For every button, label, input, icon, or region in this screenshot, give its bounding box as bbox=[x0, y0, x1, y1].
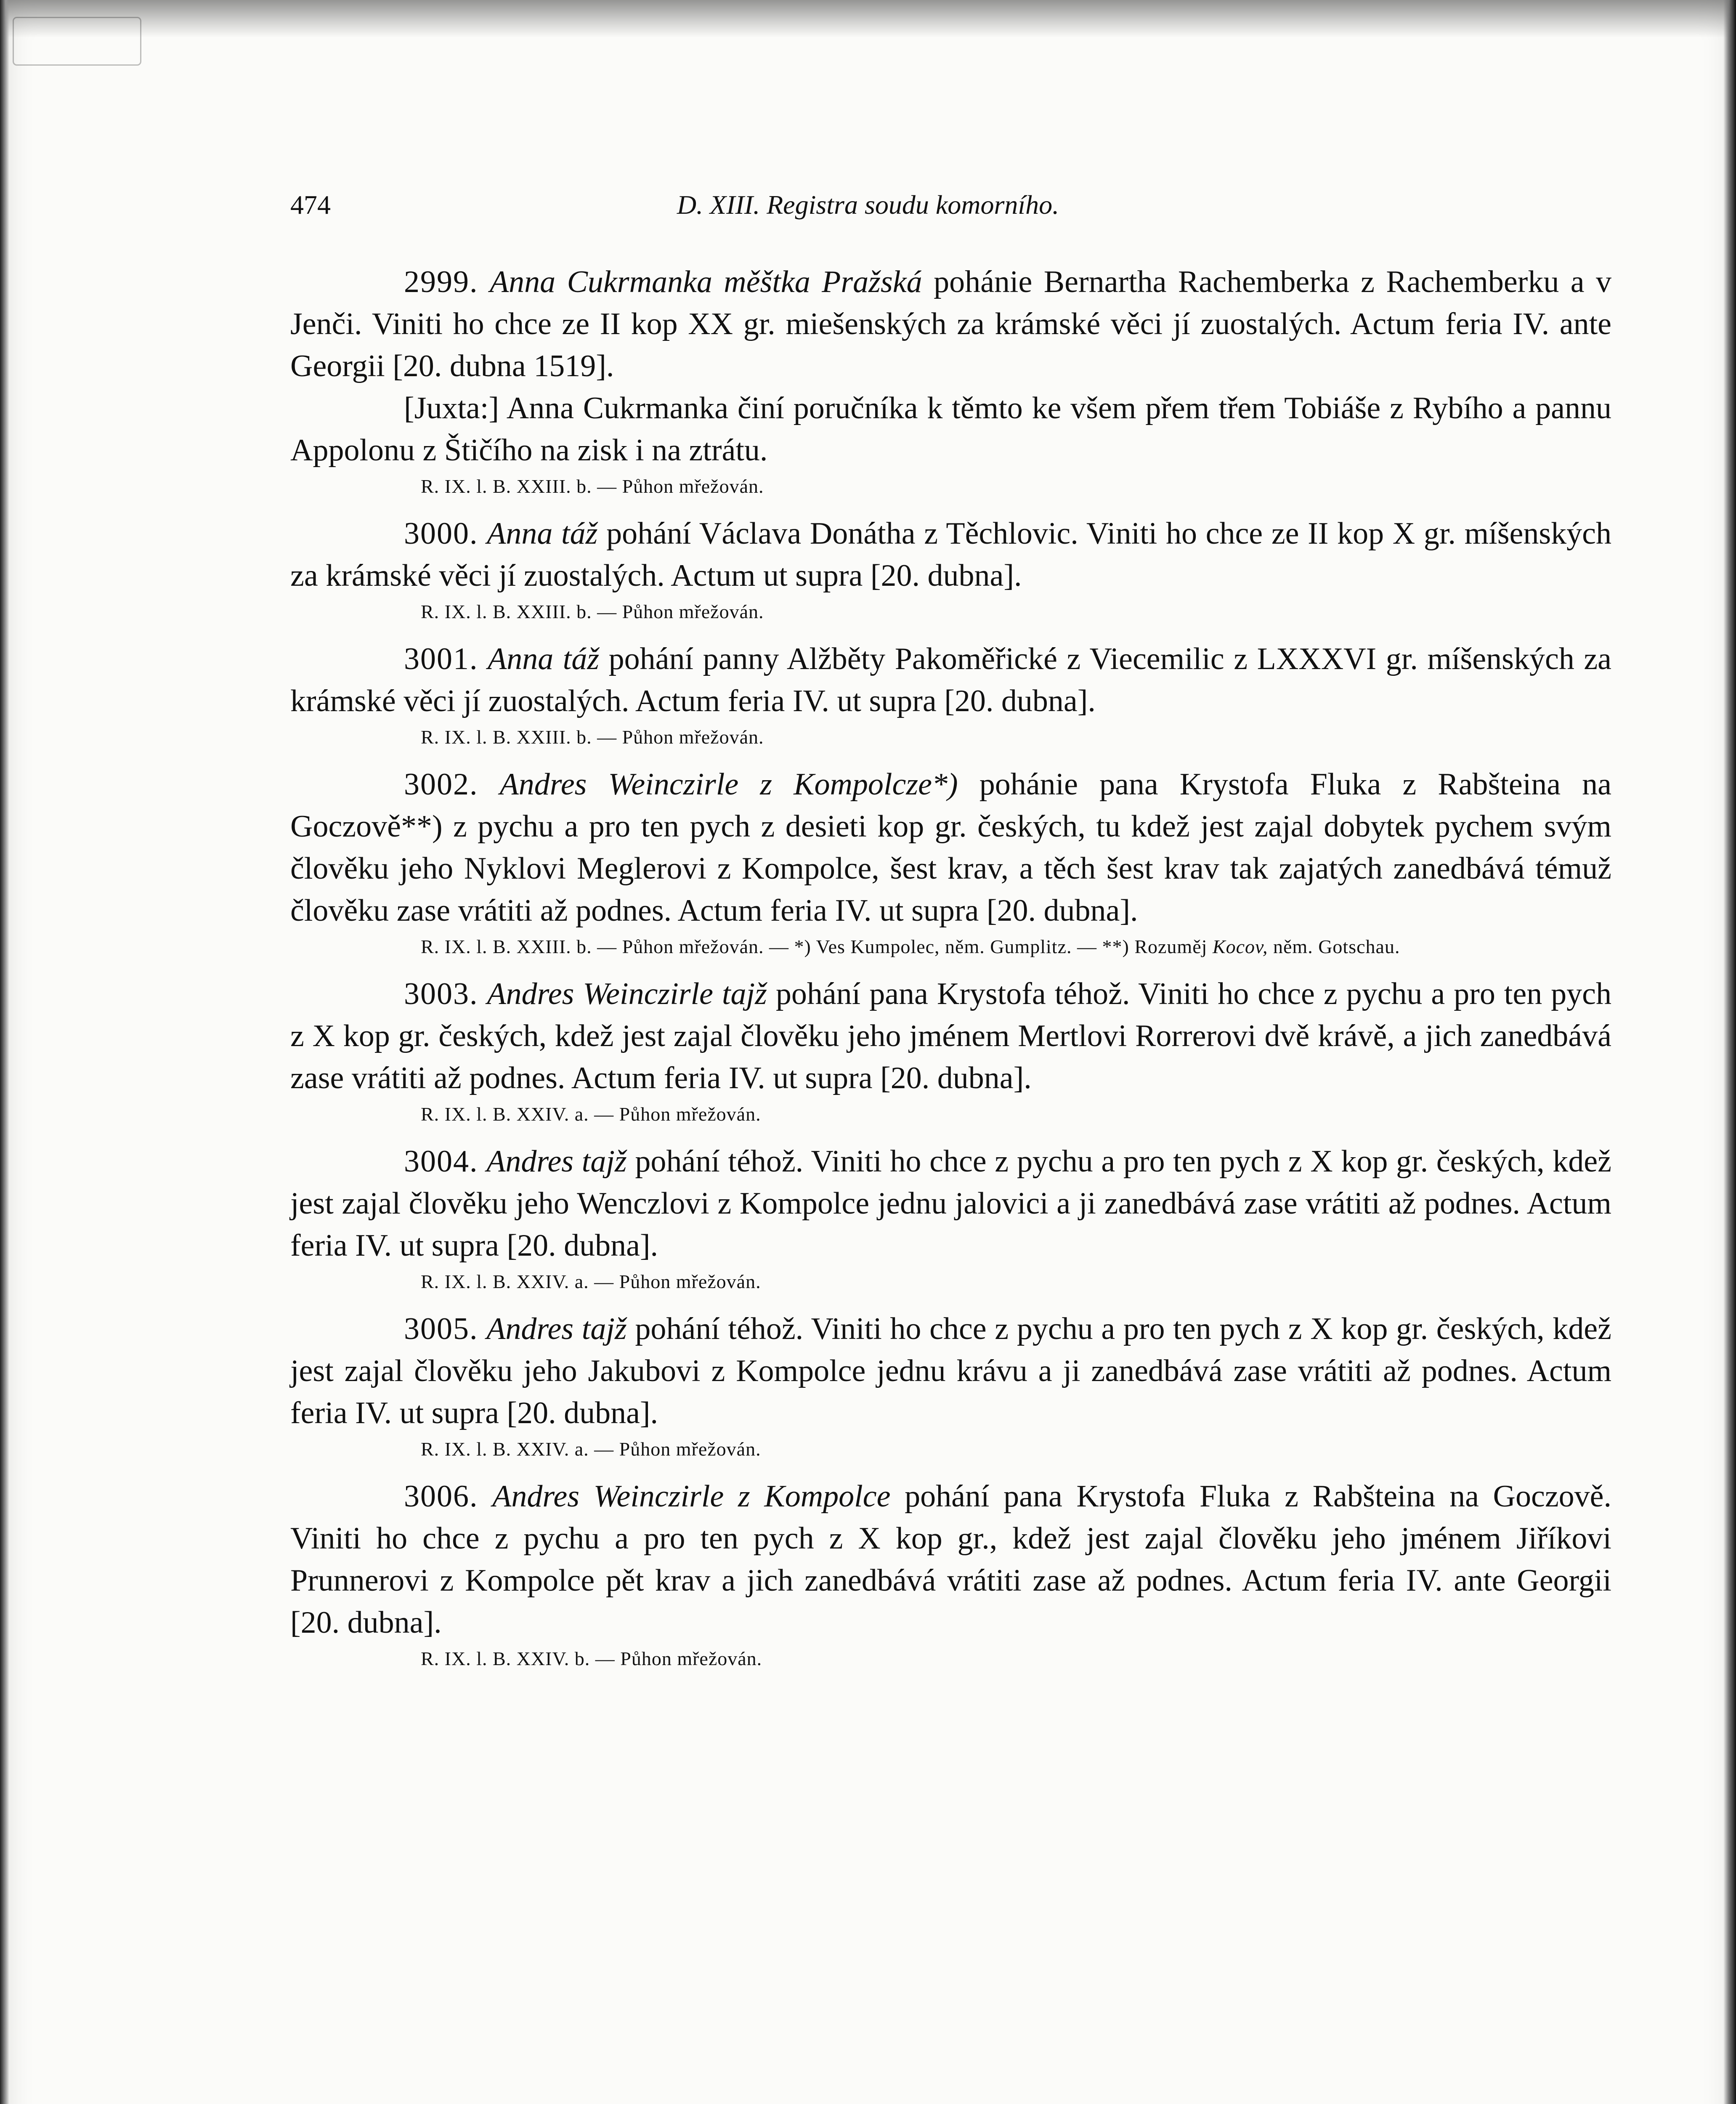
entry-reference: R. IX. l. B. XXIV. a. — Půhon mřežován. bbox=[421, 1103, 761, 1125]
entry-text bbox=[290, 513, 1611, 597]
entry-reference: R. IX. l. B. XXIV. a. — Půhon mřežován. bbox=[421, 1271, 761, 1292]
entry-number: 3000. bbox=[404, 516, 478, 551]
entry-body: pohání téhož. Viniti ho chce z pychu a pro ten pych z X kop gr. českých, kdež jest zajal člověku jeho Jakubovi z Kompolce jednu krávu a ji zanedbává zase vrátiti až podnes. Actum feria IV. ut supra [20. dubna]. bbox=[290, 1312, 1612, 1430]
entry-3004 bbox=[290, 1140, 1611, 1297]
entry-reference: R. IX. l. B. XXIV. a. — Půhon mřežován. bbox=[421, 1438, 761, 1460]
entry-3002 bbox=[290, 763, 1611, 962]
page-header bbox=[0, 189, 1736, 240]
entry-text bbox=[290, 1475, 1611, 1644]
entry-text bbox=[290, 763, 1611, 932]
entry-number: 3004. bbox=[404, 1144, 478, 1179]
entry-number: 3006. bbox=[404, 1479, 478, 1514]
entry-text bbox=[290, 1308, 1611, 1434]
entry-reference: R. IX. l. B. XXIV. b. — Půhon mřežován. bbox=[421, 1648, 762, 1669]
entry-name: Andres tajž bbox=[486, 1144, 627, 1179]
reference-part: R. IX. l. B. XXIII. b. — Půhon mřežován. — *) Ves Kumpolec, něm. Gumplitz. — **) Rozuměj bbox=[421, 936, 1213, 957]
entry-name: Andres Weinczirle z Kompolcze*) bbox=[499, 767, 958, 802]
entry-name: Andres Weinczirle z Kompolce bbox=[492, 1479, 891, 1514]
entry-juxta: [Juxta:] Anna Cukrmanka činí poručníka k těmto ke všem přem třem Tobiáše z Rybího a pannu Appolonu z Štičího na zisk i na ztrátu. bbox=[290, 391, 1611, 468]
entry-text bbox=[290, 261, 1611, 387]
entry-body: pohání pana Krystofa téhož. Viniti ho chce z pychu a pro ten pych z X kop gr. českých, kdež jest zajal člověku jeho jménem Mertlovi Rorrerovi dvě krávě, a jich zanedbává zase vrátiti až podnes. Actum feria IV. ut supra [20. dubna]. bbox=[290, 977, 1611, 1095]
entry-text bbox=[290, 638, 1611, 722]
entry-reference: R. IX. l. B. XXIII. b. — Půhon mřežován. bbox=[421, 601, 764, 622]
page-number: 474 bbox=[290, 190, 331, 220]
entry-reference-with-footnotes bbox=[290, 932, 1611, 962]
entry-number: 3005. bbox=[404, 1312, 478, 1346]
page-left-edge bbox=[0, 0, 9, 2104]
entry-reference: R. IX. l. B. XXIII. b. — Půhon mřežován. bbox=[421, 476, 764, 497]
entry-3000 bbox=[290, 513, 1611, 627]
entry-reference: R. IX. l. B. XXIII. b. — Půhon mřežován. bbox=[421, 726, 764, 748]
entry-body: pohánie Bernartha Rachemberka z Rachemberku a v Jenči. Viniti ho chce ze II kop XX gr. miešenských za krámské věci jí zuostalých. Actum feria IV. ante Georgii [20. dubna 1519]. bbox=[290, 265, 1612, 383]
page-right-edge bbox=[1723, 0, 1736, 2104]
entry-name: Andres Weinczirle tajž bbox=[487, 977, 767, 1011]
entry-body: pohání pana Krystofa Fluka z Rabšteina na Goczově. Viniti ho chce z pychu a pro ten pych z X kop gr., kdež jest zajal člověku jeho jménem Jiříkovi Prunnerovi z Kompolce pět krav a jich zanedbává vrátiti zase až podnes. Actum feria IV. ante Georgii [20. dubna]. bbox=[290, 1479, 1612, 1640]
entry-name: Anna táž bbox=[487, 516, 598, 551]
page-top-shadow bbox=[0, 0, 1736, 38]
page-body bbox=[290, 261, 1611, 1685]
entry-number: 3003. bbox=[404, 977, 478, 1011]
reference-italic: Kocov, bbox=[1212, 936, 1268, 957]
entry-3003 bbox=[290, 973, 1611, 1129]
entry-2999 bbox=[290, 261, 1611, 502]
entry-name: Anna táž bbox=[488, 642, 600, 676]
entry-name: Anna Cukrmanka měštka Pražská bbox=[489, 265, 922, 299]
entry-3001 bbox=[290, 638, 1611, 752]
entry-text bbox=[290, 973, 1611, 1099]
entry-number: 3002. bbox=[404, 767, 478, 802]
entry-name: Andres tajž bbox=[486, 1312, 627, 1346]
entry-body: pohání panny Alžběty Pakoměřické z Viecemilic z LXXXVI gr. míšenských za krámské věci jí zuostalých. Actum feria IV. ut supra [20. dubna]. bbox=[290, 642, 1612, 718]
entry-number: 3001. bbox=[404, 642, 478, 676]
corner-scan-mark bbox=[13, 17, 141, 66]
entry-number: 2999. bbox=[404, 265, 478, 299]
running-head: D. XIII. Registra soudu komorního. bbox=[677, 190, 1059, 220]
entry-body: pohánie pana Krystofa Fluka z Rabšteina na Goczově**) z pychu a pro ten pych z desieti kop gr. českých, tu kdež jest zajal dobytek pychem svým člověku jeho Nyklovi Meglerovi z Kompolce, šest krav, a těch šest krav tak zajatých zanedbává témuž člověku zase vrátiti až podnes. Actum feria IV. ut supra [20. dubna]. bbox=[290, 767, 1612, 928]
entry-body: pohání Václava Donátha z Těchlovic. Viniti ho chce ze II kop X gr. míšenských za krámské věci jí zuostalých. Actum ut supra [20. dubna]. bbox=[290, 516, 1612, 593]
entry-3006 bbox=[290, 1475, 1611, 1674]
reference-part: něm. Gotschau. bbox=[1268, 936, 1400, 957]
entry-text bbox=[290, 1140, 1611, 1267]
entry-body: pohání téhož. Viniti ho chce z pychu a pro ten pych z X kop gr. českých, kdež jest zajal člověku jeho Wenczlovi z Kompolce jednu jalovici a ji zanedbává zase vrátiti až podnes. Actum feria IV. ut supra [20. dubna]. bbox=[290, 1144, 1612, 1263]
entry-3005 bbox=[290, 1308, 1611, 1464]
